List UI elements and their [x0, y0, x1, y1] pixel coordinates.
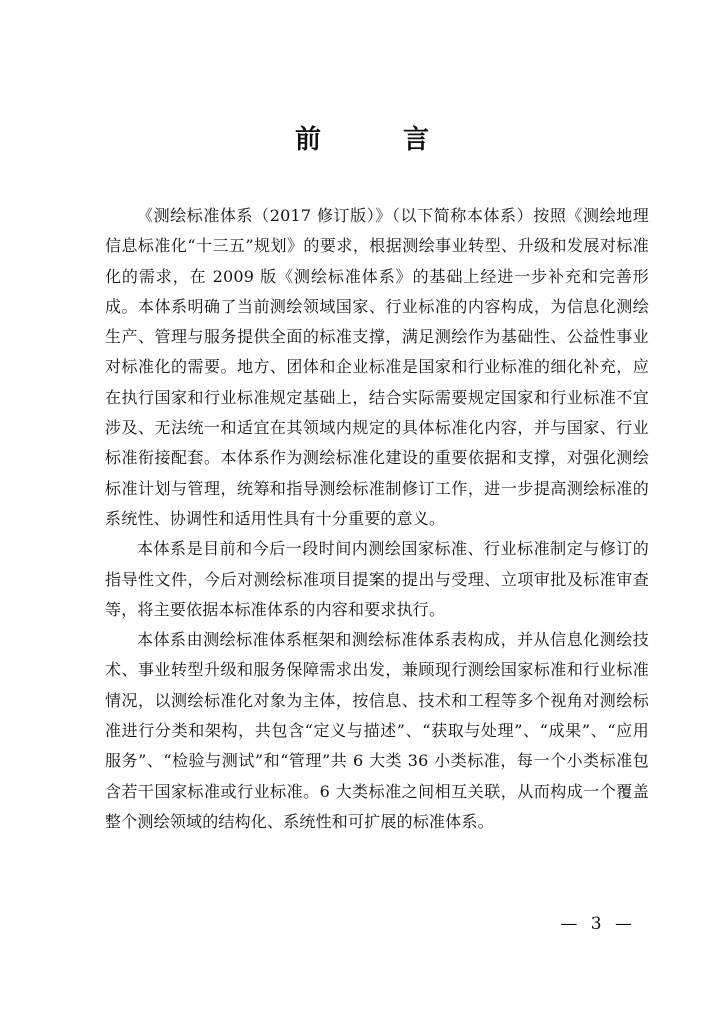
body-text — [105, 201, 649, 837]
page-title: 前 言 — [294, 125, 457, 155]
paragraph-2: 本体系是目前和今后一段时间内测绘国家标准、行业标准制定与修订的指导性文件，今后对测绘标准项目提案的提出与受理、立项审批及标准审查等，将主要依据本标准体系的内容和要求执行。 — [105, 539, 649, 619]
paragraph-1: 《测绘标准体系（2017 修订版）》（以下简称本体系）按照《测绘地理信息标准化“十三五”规划》的要求，根据测绘事业转型、升级和发展对标准化的需求，在 2009 版《测绘标准体系》的基础上经进一步补充和完善形成。本体系明确了当前测绘领域国家、行业标准的内容构成，为信息化测绘生产、管理与服务提供全面的标准支撑，满足测绘作为基础性、公益性事业对标准化的需要。地方、团体和企业标准是国家和行业标准的细化补充，应在执行国家和行业标准规定基础上，结合实际需要规定国家和行业标准不宜涉及、无法统一和适宜在其领域内规定的具体标准化内容，并与国家、行业标准衔接配套。本体系作为测绘标准化建设的重要依据和支撑，对强化测绘标准计划与管理，统筹和指导测绘标准制修订工作，进一步提高测绘标准的系统性、协调性和适用性具有十分重要的意义。 — [105, 206, 649, 528]
paragraph-3: 本体系由测绘标准体系框架和测绘标准体系表构成，并从信息化测绘技术、事业转型升级和服务保障需求出发，兼顾现行测绘国家标准和行业标准情况，以测绘标准化对象为主体，按信息、技术和工程等多个视角对测绘标准进行分类和架构，共包含“定义与描述”、“获取与处理”、“成果”、“应用服务”、“检验与测试”和“管理”共 6 大类 36 小类标准，每一个小类标准包含若干国家标准或行业标准。6 大类标准之间相互关联，从而构成一个覆盖整个测绘领域的结构化、系统性和可扩展的标准体系。 — [105, 630, 649, 831]
page-number: — 3 — — [560, 914, 636, 934]
